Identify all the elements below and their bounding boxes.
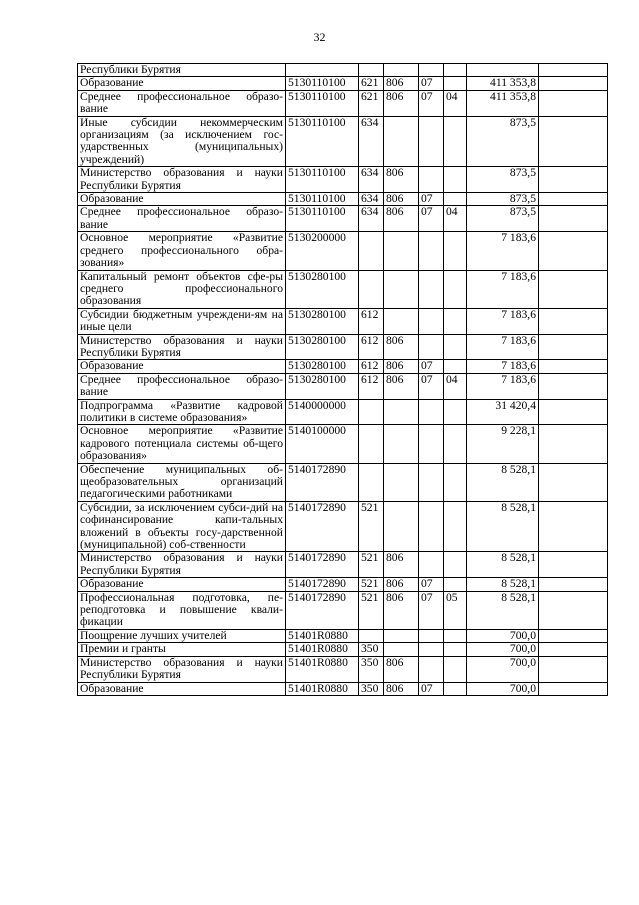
row-subsection-cell: 04 bbox=[444, 373, 467, 399]
row-amount-cell: 8 528,1 bbox=[467, 591, 539, 629]
row-code-cell: 5130110100 bbox=[286, 77, 359, 90]
table-row bbox=[78, 116, 608, 167]
row-section-cell bbox=[419, 116, 444, 167]
row-section-cell: 07 bbox=[419, 193, 444, 206]
row-section-cell bbox=[419, 656, 444, 682]
row-code-cell: 5140172890 bbox=[286, 463, 359, 501]
row-amount-cell: 700,0 bbox=[467, 629, 539, 642]
row-name-cell: Среднее профессиональное образо-вание bbox=[78, 90, 286, 116]
row-amount-cell: 7 183,6 bbox=[467, 270, 539, 308]
row-subsection-cell bbox=[444, 360, 467, 373]
row-name-cell: Министерство образования и науки Республики Бурятия bbox=[78, 167, 286, 193]
row-name-cell: Подпрограмма «Развитие кадровой политики в системе образования» bbox=[78, 399, 286, 425]
row-expense-type-cell bbox=[359, 425, 384, 463]
row-empty-cell bbox=[539, 167, 608, 193]
row-code-cell: 5140172890 bbox=[286, 501, 359, 552]
row-expense-type-cell: 350 bbox=[359, 643, 384, 656]
row-section-cell: 07 bbox=[419, 206, 444, 232]
row-amount-cell: 411 353,8 bbox=[467, 90, 539, 116]
row-section-cell: 07 bbox=[419, 591, 444, 629]
row-empty-cell bbox=[539, 399, 608, 425]
row-name-cell: Среднее профессиональное образо-вание bbox=[78, 206, 286, 232]
table-row bbox=[78, 682, 608, 695]
row-ministry-cell: 806 bbox=[384, 193, 419, 206]
row-expense-type-cell: 350 bbox=[359, 682, 384, 695]
row-subsection-cell bbox=[444, 193, 467, 206]
row-expense-type-cell bbox=[359, 399, 384, 425]
table-row bbox=[78, 232, 608, 270]
row-amount-cell: 7 183,6 bbox=[467, 373, 539, 399]
row-ministry-cell: 806 bbox=[384, 591, 419, 629]
row-subsection-cell bbox=[444, 232, 467, 270]
row-name-cell: Республики Бурятия bbox=[78, 64, 286, 77]
row-amount-cell: 873,5 bbox=[467, 167, 539, 193]
row-amount-cell: 700,0 bbox=[467, 682, 539, 695]
row-empty-cell bbox=[539, 360, 608, 373]
row-code-cell: 5140172890 bbox=[286, 552, 359, 578]
row-name-cell: Образование bbox=[78, 578, 286, 591]
row-expense-type-cell: 634 bbox=[359, 193, 384, 206]
row-code-cell: 5140000000 bbox=[286, 399, 359, 425]
row-expense-type-cell: 612 bbox=[359, 373, 384, 399]
row-name-cell: Субсидии, за исключением субси-дий на софинансирование капи-тальных вложений в объекты госу-дарственной (муниципальной) соб-ственности bbox=[78, 501, 286, 552]
table-row bbox=[78, 656, 608, 682]
row-expense-type-cell bbox=[359, 64, 384, 77]
row-section-cell bbox=[419, 270, 444, 308]
row-name-cell: Обеспечение муниципальных об-щеобразовательных организаций педагогическими работниками bbox=[78, 463, 286, 501]
row-subsection-cell: 04 bbox=[444, 206, 467, 232]
row-empty-cell bbox=[539, 463, 608, 501]
table-row bbox=[78, 90, 608, 116]
row-subsection-cell bbox=[444, 463, 467, 501]
row-subsection-cell bbox=[444, 682, 467, 695]
row-subsection-cell bbox=[444, 334, 467, 360]
row-ministry-cell bbox=[384, 629, 419, 642]
row-ministry-cell bbox=[384, 399, 419, 425]
row-name-cell: Субсидии бюджетным учреждени-ям на иные цели bbox=[78, 308, 286, 334]
row-ministry-cell: 806 bbox=[384, 360, 419, 373]
row-section-cell bbox=[419, 643, 444, 656]
row-code-cell: 5130110100 bbox=[286, 193, 359, 206]
row-name-cell: Поощрение лучших учителей bbox=[78, 629, 286, 642]
row-code-cell: 5130110100 bbox=[286, 116, 359, 167]
row-ministry-cell: 806 bbox=[384, 167, 419, 193]
row-subsection-cell bbox=[444, 578, 467, 591]
row-code-cell: 5130280100 bbox=[286, 270, 359, 308]
row-name-cell: Среднее профессиональное образо-вание bbox=[78, 373, 286, 399]
row-name-cell: Премии и гранты bbox=[78, 643, 286, 656]
row-ministry-cell bbox=[384, 64, 419, 77]
row-ministry-cell bbox=[384, 425, 419, 463]
row-section-cell bbox=[419, 399, 444, 425]
row-code-cell: 5130110100 bbox=[286, 90, 359, 116]
row-empty-cell bbox=[539, 232, 608, 270]
row-amount-cell: 7 183,6 bbox=[467, 308, 539, 334]
row-amount-cell bbox=[467, 64, 539, 77]
row-ministry-cell bbox=[384, 643, 419, 656]
row-ministry-cell: 806 bbox=[384, 206, 419, 232]
row-subsection-cell bbox=[444, 167, 467, 193]
table-row bbox=[78, 629, 608, 642]
row-section-cell: 07 bbox=[419, 360, 444, 373]
row-empty-cell bbox=[539, 77, 608, 90]
row-subsection-cell bbox=[444, 270, 467, 308]
row-ministry-cell bbox=[384, 116, 419, 167]
row-code-cell: 5130110100 bbox=[286, 167, 359, 193]
row-expense-type-cell: 634 bbox=[359, 116, 384, 167]
row-empty-cell bbox=[539, 425, 608, 463]
row-expense-type-cell bbox=[359, 463, 384, 501]
row-section-cell bbox=[419, 232, 444, 270]
row-empty-cell bbox=[539, 90, 608, 116]
row-section-cell bbox=[419, 167, 444, 193]
row-empty-cell bbox=[539, 334, 608, 360]
table-row bbox=[78, 360, 608, 373]
row-amount-cell: 8 528,1 bbox=[467, 463, 539, 501]
row-name-cell: Основное мероприятие «Развитие среднего профессионального обра-зования» bbox=[78, 232, 286, 270]
row-section-cell bbox=[419, 552, 444, 578]
row-empty-cell bbox=[539, 270, 608, 308]
row-amount-cell: 8 528,1 bbox=[467, 552, 539, 578]
table-row bbox=[78, 308, 608, 334]
row-section-cell bbox=[419, 64, 444, 77]
table-row bbox=[78, 77, 608, 90]
row-expense-type-cell: 350 bbox=[359, 656, 384, 682]
row-ministry-cell: 806 bbox=[384, 334, 419, 360]
row-code-cell: 51401R0880 bbox=[286, 643, 359, 656]
row-subsection-cell bbox=[444, 656, 467, 682]
row-name-cell: Образование bbox=[78, 193, 286, 206]
row-ministry-cell bbox=[384, 270, 419, 308]
table-row bbox=[78, 591, 608, 629]
row-ministry-cell bbox=[384, 232, 419, 270]
row-amount-cell: 700,0 bbox=[467, 656, 539, 682]
row-section-cell bbox=[419, 425, 444, 463]
row-name-cell: Министерство образования и науки Республики Бурятия bbox=[78, 656, 286, 682]
row-subsection-cell bbox=[444, 77, 467, 90]
row-expense-type-cell: 521 bbox=[359, 578, 384, 591]
row-ministry-cell bbox=[384, 501, 419, 552]
table-row bbox=[78, 578, 608, 591]
row-expense-type-cell: 521 bbox=[359, 552, 384, 578]
table-row bbox=[78, 501, 608, 552]
row-subsection-cell bbox=[444, 629, 467, 642]
table-row bbox=[78, 64, 608, 77]
table-row bbox=[78, 167, 608, 193]
row-expense-type-cell: 634 bbox=[359, 206, 384, 232]
table-body bbox=[78, 64, 608, 696]
row-amount-cell: 700,0 bbox=[467, 643, 539, 656]
row-empty-cell bbox=[539, 373, 608, 399]
row-subsection-cell bbox=[444, 116, 467, 167]
row-ministry-cell: 806 bbox=[384, 682, 419, 695]
row-amount-cell: 873,5 bbox=[467, 193, 539, 206]
row-subsection-cell bbox=[444, 643, 467, 656]
row-subsection-cell: 04 bbox=[444, 90, 467, 116]
row-amount-cell: 873,5 bbox=[467, 206, 539, 232]
row-subsection-cell bbox=[444, 501, 467, 552]
row-ministry-cell: 806 bbox=[384, 90, 419, 116]
row-amount-cell: 7 183,6 bbox=[467, 232, 539, 270]
table-row bbox=[78, 643, 608, 656]
row-name-cell: Профессиональная подготовка, пе-реподготовка и повышение квали-фикации bbox=[78, 591, 286, 629]
budget-table bbox=[77, 63, 608, 696]
row-subsection-cell: 05 bbox=[444, 591, 467, 629]
row-empty-cell bbox=[539, 552, 608, 578]
row-ministry-cell: 806 bbox=[384, 552, 419, 578]
row-section-cell: 07 bbox=[419, 90, 444, 116]
row-section-cell bbox=[419, 334, 444, 360]
row-name-cell: Министерство образования и науки Республики Бурятия bbox=[78, 552, 286, 578]
row-subsection-cell bbox=[444, 64, 467, 77]
row-section-cell bbox=[419, 629, 444, 642]
row-empty-cell bbox=[539, 501, 608, 552]
page-number: 32 bbox=[313, 30, 326, 44]
row-amount-cell: 7 183,6 bbox=[467, 334, 539, 360]
row-code-cell: 5130280100 bbox=[286, 308, 359, 334]
row-subsection-cell bbox=[444, 552, 467, 578]
row-ministry-cell: 806 bbox=[384, 373, 419, 399]
table-row bbox=[78, 270, 608, 308]
row-amount-cell: 411 353,8 bbox=[467, 77, 539, 90]
row-code-cell: 5140172890 bbox=[286, 591, 359, 629]
row-expense-type-cell: 621 bbox=[359, 77, 384, 90]
row-expense-type-cell: 621 bbox=[359, 90, 384, 116]
row-expense-type-cell: 612 bbox=[359, 360, 384, 373]
row-empty-cell bbox=[539, 193, 608, 206]
row-code-cell: 51401R0880 bbox=[286, 656, 359, 682]
row-name-cell: Образование bbox=[78, 360, 286, 373]
row-expense-type-cell bbox=[359, 232, 384, 270]
row-empty-cell bbox=[539, 206, 608, 232]
table-row bbox=[78, 425, 608, 463]
table-row bbox=[78, 373, 608, 399]
row-name-cell: Министерство образования и науки Республики Бурятия bbox=[78, 334, 286, 360]
row-amount-cell: 9 228,1 bbox=[467, 425, 539, 463]
row-code-cell: 5130280100 bbox=[286, 360, 359, 373]
row-empty-cell bbox=[539, 629, 608, 642]
row-amount-cell: 7 183,6 bbox=[467, 360, 539, 373]
row-expense-type-cell: 612 bbox=[359, 308, 384, 334]
table-row bbox=[78, 334, 608, 360]
row-amount-cell: 8 528,1 bbox=[467, 578, 539, 591]
row-expense-type-cell: 634 bbox=[359, 167, 384, 193]
table-row bbox=[78, 463, 608, 501]
row-name-cell: Образование bbox=[78, 682, 286, 695]
row-empty-cell bbox=[539, 578, 608, 591]
row-name-cell: Образование bbox=[78, 77, 286, 90]
row-ministry-cell bbox=[384, 308, 419, 334]
table-row bbox=[78, 399, 608, 425]
row-code-cell: 51401R0880 bbox=[286, 682, 359, 695]
row-subsection-cell bbox=[444, 399, 467, 425]
row-ministry-cell: 806 bbox=[384, 578, 419, 591]
row-subsection-cell bbox=[444, 425, 467, 463]
row-code-cell: 5130200000 bbox=[286, 232, 359, 270]
row-name-cell: Основное мероприятие «Развитие кадрового потенциала системы об-щего образования» bbox=[78, 425, 286, 463]
row-code-cell: 5140100000 bbox=[286, 425, 359, 463]
row-empty-cell bbox=[539, 656, 608, 682]
table-row bbox=[78, 552, 608, 578]
row-empty-cell bbox=[539, 643, 608, 656]
row-empty-cell bbox=[539, 64, 608, 77]
row-code-cell: 5130280100 bbox=[286, 373, 359, 399]
row-subsection-cell bbox=[444, 308, 467, 334]
row-ministry-cell: 806 bbox=[384, 656, 419, 682]
table-row bbox=[78, 206, 608, 232]
row-expense-type-cell: 612 bbox=[359, 334, 384, 360]
row-section-cell bbox=[419, 308, 444, 334]
row-section-cell: 07 bbox=[419, 578, 444, 591]
row-expense-type-cell bbox=[359, 629, 384, 642]
row-code-cell: 51401R0880 bbox=[286, 629, 359, 642]
row-amount-cell: 31 420,4 bbox=[467, 399, 539, 425]
row-empty-cell bbox=[539, 591, 608, 629]
row-empty-cell bbox=[539, 116, 608, 167]
row-section-cell bbox=[419, 463, 444, 501]
row-expense-type-cell: 521 bbox=[359, 591, 384, 629]
row-name-cell: Капитальный ремонт объектов сфе-ры среднего профессионального образования bbox=[78, 270, 286, 308]
row-section-cell: 07 bbox=[419, 77, 444, 90]
row-section-cell bbox=[419, 501, 444, 552]
row-empty-cell bbox=[539, 308, 608, 334]
row-section-cell: 07 bbox=[419, 373, 444, 399]
row-expense-type-cell bbox=[359, 270, 384, 308]
row-empty-cell bbox=[539, 682, 608, 695]
row-code-cell: 5140172890 bbox=[286, 578, 359, 591]
row-expense-type-cell: 521 bbox=[359, 501, 384, 552]
row-code-cell bbox=[286, 64, 359, 77]
row-amount-cell: 8 528,1 bbox=[467, 501, 539, 552]
row-code-cell: 5130110100 bbox=[286, 206, 359, 232]
row-ministry-cell: 806 bbox=[384, 77, 419, 90]
row-section-cell: 07 bbox=[419, 682, 444, 695]
row-amount-cell: 873,5 bbox=[467, 116, 539, 167]
table-row bbox=[78, 193, 608, 206]
row-code-cell: 5130280100 bbox=[286, 334, 359, 360]
row-ministry-cell bbox=[384, 463, 419, 501]
row-name-cell: Иные субсидии некоммерческим организациям (за исключением гос-ударственных (муниципальных) учреждений) bbox=[78, 116, 286, 167]
